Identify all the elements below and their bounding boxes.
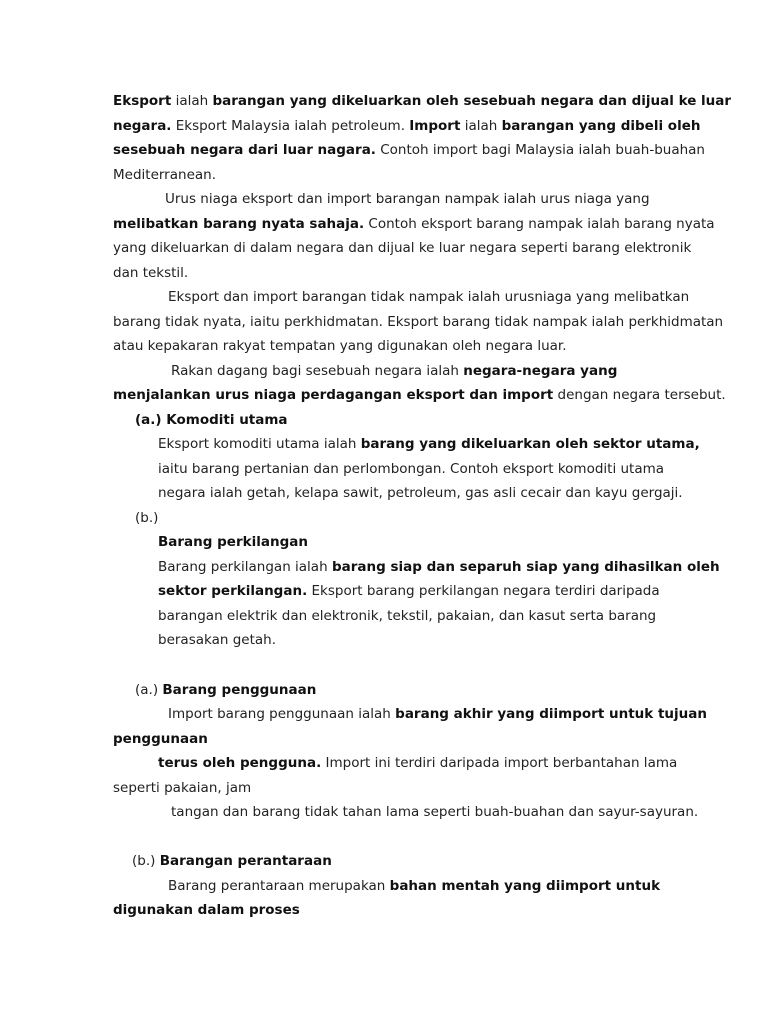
text-line <box>113 167 216 183</box>
text-segment: ialah <box>171 93 213 109</box>
text-line <box>168 706 707 722</box>
text-segment: berasakan getah. <box>158 632 276 648</box>
text-line <box>113 265 188 281</box>
text-segment: (a.) <box>135 682 163 698</box>
bold-text: (a.) Komoditi utama <box>135 412 288 428</box>
text-line <box>158 632 276 648</box>
text-line <box>113 240 691 256</box>
text-segment: Urus niaga eksport dan import barangan nampak ialah urus niaga yang <box>165 191 650 207</box>
section-heading <box>132 853 332 869</box>
text-line <box>113 387 726 403</box>
bold-text: barang siap dan separuh siap yang dihasilkan oleh <box>331 559 720 575</box>
text-segment: (b.) <box>135 510 159 526</box>
text-segment: yang dikeluarkan di dalam negara dan dijual ke luar negara seperti barang elektronik <box>113 240 692 256</box>
text-segment: dan tekstil. <box>113 265 189 281</box>
text-segment: Eksport dan import barangan tidak nampak ialah urusniaga yang melibatkan <box>168 289 690 305</box>
bold-text: terus oleh pengguna. <box>158 755 322 771</box>
bold-text: Import <box>409 118 461 134</box>
text-segment: Contoh eksport barang nampak ialah barang nyata <box>364 216 715 232</box>
text-segment: Eksport Malaysia ialah petroleum. <box>171 118 410 134</box>
text-line <box>113 780 251 796</box>
text-segment: barangan elektrik dan elektronik, tekstil, pakaian, dan kasut serta barang <box>158 608 657 624</box>
text-line <box>113 118 700 134</box>
text-line <box>171 804 698 820</box>
bold-text: negara. <box>113 118 172 134</box>
bold-text: negara-negara yang <box>463 363 618 379</box>
text-segment: Barang perantaraan merupakan <box>168 878 390 894</box>
text-line <box>158 559 720 575</box>
bold-text: bahan mentah yang diimport untuk <box>389 878 661 894</box>
text-line <box>165 191 650 207</box>
text-line <box>158 755 677 771</box>
bold-text: digunakan dalam proses <box>113 902 300 918</box>
bold-text: penggunaan <box>113 731 208 747</box>
text-segment: dengan negara tersebut. <box>553 387 726 403</box>
text-line <box>171 363 617 379</box>
text-segment: Contoh import bagi Malaysia ialah buah-buahan <box>375 142 705 158</box>
text-line <box>113 142 705 158</box>
text-line <box>158 436 700 452</box>
text-segment: tangan dan barang tidak tahan lama seperti buah-buahan dan sayur-sayuran. <box>171 804 699 820</box>
text-line <box>113 902 300 918</box>
text-segment: (b.) <box>132 853 160 869</box>
section-heading <box>135 682 316 698</box>
text-segment: Mediterranean. <box>113 167 216 183</box>
text-segment: Import barang penggunaan ialah <box>168 706 396 722</box>
text-line <box>158 583 660 599</box>
text-segment: ialah <box>460 118 502 134</box>
text-segment: Import ini terdiri daripada import berbantahan lama <box>321 755 678 771</box>
text-segment: Eksport barang perkilangan negara terdiri daripada <box>307 583 660 599</box>
section-heading <box>158 534 308 550</box>
section-marker <box>135 510 158 526</box>
text-segment: Barang perkilangan ialah <box>158 559 332 575</box>
bold-text: Barang perkilangan <box>158 534 308 550</box>
bold-text: Eksport <box>113 93 172 109</box>
text-segment: iaitu barang pertanian dan perlombongan. Contoh eksport komoditi utama <box>158 461 665 477</box>
bold-text: barang akhir yang diimport untuk tujuan <box>395 706 707 722</box>
text-segment: atau kepakaran rakyat tempatan yang digunakan oleh negara luar. <box>113 338 567 354</box>
text-line <box>113 216 715 232</box>
bold-text: menjalankan urus niaga perdagangan eksport dan import <box>113 387 554 403</box>
text-line <box>158 461 664 477</box>
section-heading <box>135 412 288 428</box>
text-segment: Rakan dagang bagi sesebuah negara ialah <box>171 363 464 379</box>
text-line <box>158 608 656 624</box>
bold-text: sektor perkilangan. <box>158 583 308 599</box>
text-segment: negara ialah getah, kelapa sawit, petroleum, gas asli cecair dan kayu gergaji. <box>158 485 683 501</box>
text-line <box>113 314 723 330</box>
text-segment: Eksport komoditi utama ialah <box>158 436 361 452</box>
bold-text: barangan yang dikeluarkan oleh sesebuah negara dan dijual ke luar <box>212 93 732 109</box>
text-line <box>113 93 731 109</box>
bold-text: sesebuah negara dari luar nagara. <box>113 142 376 158</box>
text-segment: seperti pakaian, jam <box>113 780 252 796</box>
bold-text: melibatkan barang nyata sahaja. <box>113 216 365 232</box>
bold-text: barangan yang dibeli oleh <box>501 118 701 134</box>
text-line <box>158 485 683 501</box>
text-line <box>113 731 208 747</box>
text-line <box>113 338 567 354</box>
text-segment: barang tidak nyata, iaitu perkhidmatan. Eksport barang tidak nampak ialah perkhidmatan <box>113 314 724 330</box>
bold-text: Barang penggunaan <box>162 682 317 698</box>
bold-text: Barangan perantaraan <box>159 853 332 869</box>
bold-text: barang yang dikeluarkan oleh sektor utama, <box>360 436 700 452</box>
text-line <box>168 289 689 305</box>
text-line <box>168 878 660 894</box>
